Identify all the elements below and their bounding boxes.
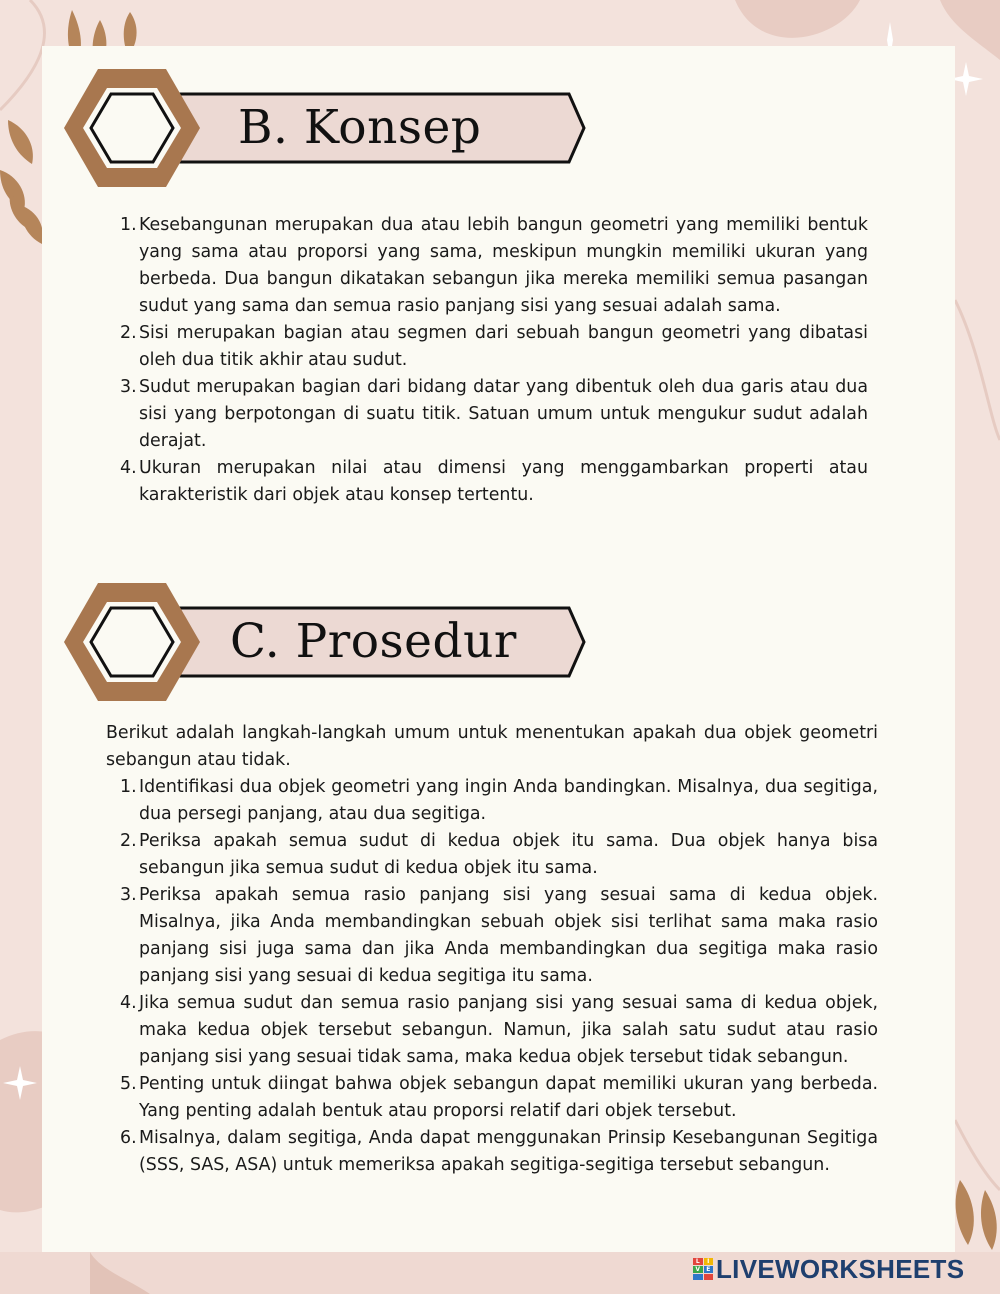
list-item: [106, 455, 868, 509]
section-title: B. Konsep: [238, 100, 482, 155]
list-number: 4.: [120, 993, 137, 1013]
konsep-list: [106, 212, 868, 509]
list-item: [106, 774, 878, 828]
section-header-prosedur: [64, 580, 588, 704]
list-number: 1.: [120, 215, 137, 235]
list-number: 3.: [120, 377, 137, 397]
list-number: 1.: [120, 777, 137, 797]
prosedur-list: [106, 774, 878, 1179]
list-item: [106, 1071, 878, 1125]
logo-letter: E: [704, 1266, 714, 1273]
list-text: Periksa apakah semua rasio panjang sisi yang sesuai sama di kedua objek. Misalnya, jika Anda membandingkan sebuah objek sisi terlihat sama maka rasio panjang sisi juga sama dan jika Anda membandingkan dua segitiga maka rasio panjang sisi yang sesuai di kedua segitiga itu sama.: [139, 885, 878, 986]
list-text: Sisi merupakan bagian atau segmen dari sebuah bangun geometri yang dibatasi oleh dua titik akhir atau sudut.: [139, 323, 868, 370]
section-header-konsep: [64, 66, 588, 190]
list-item: [106, 212, 868, 320]
logo-letter: V: [693, 1266, 703, 1273]
list-text: Identifikasi dua objek geometri yang ingin Anda bandingkan. Misalnya, dua segitiga, dua persegi panjang, atau dua segitiga.: [139, 777, 878, 824]
list-number: 4.: [120, 458, 137, 478]
list-text: Jika semua sudut dan semua rasio panjang sisi yang sesuai sama di kedua objek, maka kedua objek tersebut sebangun. Namun, jika salah satu sudut atau rasio panjang sisi yang sesuai tidak sama, maka kedua objek tersebut tidak sebangun.: [139, 993, 878, 1067]
liveworksheets-logo-icon: [693, 1258, 713, 1280]
list-number: 2.: [120, 831, 137, 851]
logo-letter: I: [704, 1258, 714, 1265]
brand-name: LIVEWORKSHEETS: [716, 1253, 965, 1284]
list-number: 2.: [120, 323, 137, 343]
list-text: Ukuran merupakan nilai atau dimensi yang menggambarkan properti atau karakteristik dari objek atau konsep tertentu.: [139, 458, 868, 505]
list-item: [106, 374, 868, 455]
logo-letter: L: [693, 1258, 703, 1265]
list-number: 6.: [120, 1128, 137, 1148]
list-item: [106, 990, 878, 1071]
list-item: [106, 1125, 878, 1179]
list-number: 5.: [120, 1074, 137, 1094]
prosedur-intro: Berikut adalah langkah-langkah umum untuk menentukan apakah dua objek geometri sebangun atau tidak.: [106, 723, 878, 770]
liveworksheets-logo[interactable]: [693, 1253, 965, 1284]
list-item: [106, 828, 878, 882]
list-text: Periksa apakah semua sudut di kedua objek itu sama. Dua objek hanya bisa sebangun jika semua sudut di kedua objek itu sama.: [139, 831, 878, 878]
list-text: Sudut merupakan bagian dari bidang datar yang dibentuk oleh dua garis atau dua sisi yang berpotongan di suatu titik. Satuan umum untuk mengukur sudut adalah derajat.: [139, 377, 868, 451]
konsep-list-block: [106, 212, 868, 509]
list-text: Penting untuk diingat bahwa objek sebangun dapat memiliki ukuran yang berbeda. Yang penting adalah bentuk atau proporsi relatif dari objek tersebut.: [139, 1074, 878, 1121]
list-item: [106, 882, 878, 990]
list-number: 3.: [120, 885, 137, 905]
section-title: C. Prosedur: [230, 614, 517, 669]
list-text: Misalnya, dalam segitiga, Anda dapat menggunakan Prinsip Kesebangunan Segitiga (SSS, SAS, ASA) untuk memeriksa apakah segitiga-segitiga tersebut sebangun.: [139, 1128, 878, 1175]
list-item: [106, 320, 868, 374]
list-text: Kesebangunan merupakan dua atau lebih bangun geometri yang memiliki bentuk yang sama atau proporsi yang sama, meskipun mungkin memiliki ukuran yang berbeda. Dua bangun dikatakan sebangun jika mereka memiliki semua pasangan sudut yang sama dan semua rasio panjang sisi yang sesuai adalah sama.: [139, 215, 868, 316]
prosedur-block: [106, 720, 878, 1179]
